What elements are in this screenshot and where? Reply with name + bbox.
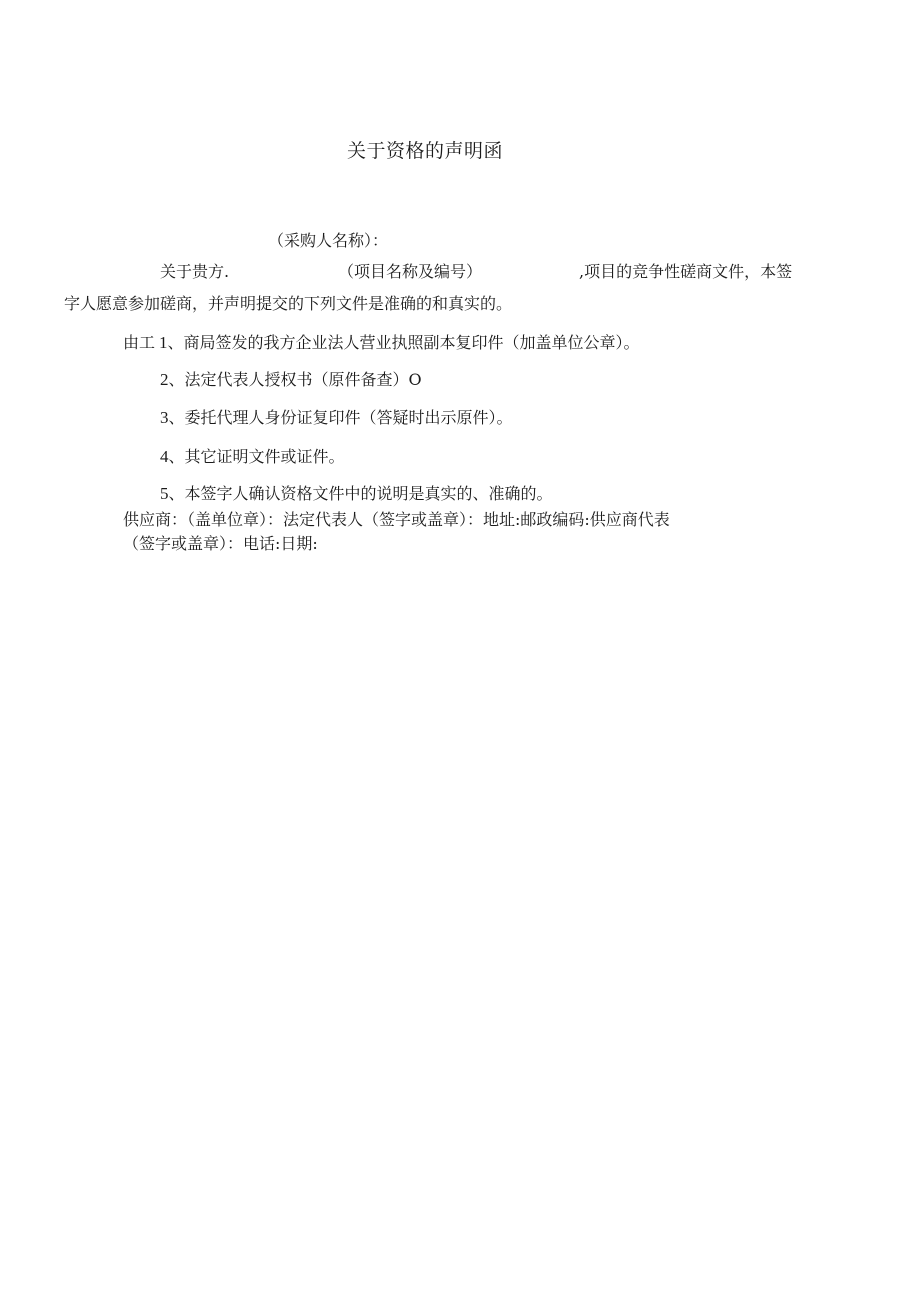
list-item-number: 3 xyxy=(160,408,169,427)
intro-continuation: 字人愿意参加磋商，并声明提交的下列文件是准确的和真实的。 xyxy=(64,294,513,313)
purchaser-name-line: （采购人名称）： xyxy=(268,231,389,250)
signature-line-1: 供应商：（盖单位章）：法定代表人（签字或盖章）：地址:邮政编码:供应商代表 xyxy=(123,510,670,529)
list-item xyxy=(160,370,422,390)
list-item xyxy=(160,408,513,428)
list-item-number: 1 xyxy=(159,333,168,352)
list-item-text: 、商局签发的我方企业法人营业执照副本复印件（加盖单位公章）。 xyxy=(167,333,640,352)
list-item-number: 5 xyxy=(160,484,169,503)
list-item-text: 、委托代理人身份证复印件（答疑时出示原件）。 xyxy=(168,408,513,427)
list-item-text: 、法定代表人授权书（原件备查）O xyxy=(168,370,422,389)
list-item xyxy=(160,447,345,467)
list-item xyxy=(123,333,640,353)
signature-line-2: （签字或盖章）：电话:日期: xyxy=(123,534,318,553)
project-name-placeholder: （项目名称及编号） xyxy=(338,262,483,281)
intro-prefix: 关于贵方. xyxy=(160,262,230,281)
list-item xyxy=(160,484,553,504)
intro-suffix: ,项目的竞争性磋商文件，本签 xyxy=(579,262,793,281)
list-item-number: 4 xyxy=(160,447,169,466)
list-item-text: 、本签字人确认资格文件中的说明是真实的、准确的。 xyxy=(168,484,553,503)
list-item-number: 2 xyxy=(160,370,169,389)
list-item-prefix: 由工 xyxy=(123,333,156,352)
page-title: 关于资格的声明函 xyxy=(346,140,503,162)
list-item-text: 、其它证明文件或证件。 xyxy=(168,447,345,466)
